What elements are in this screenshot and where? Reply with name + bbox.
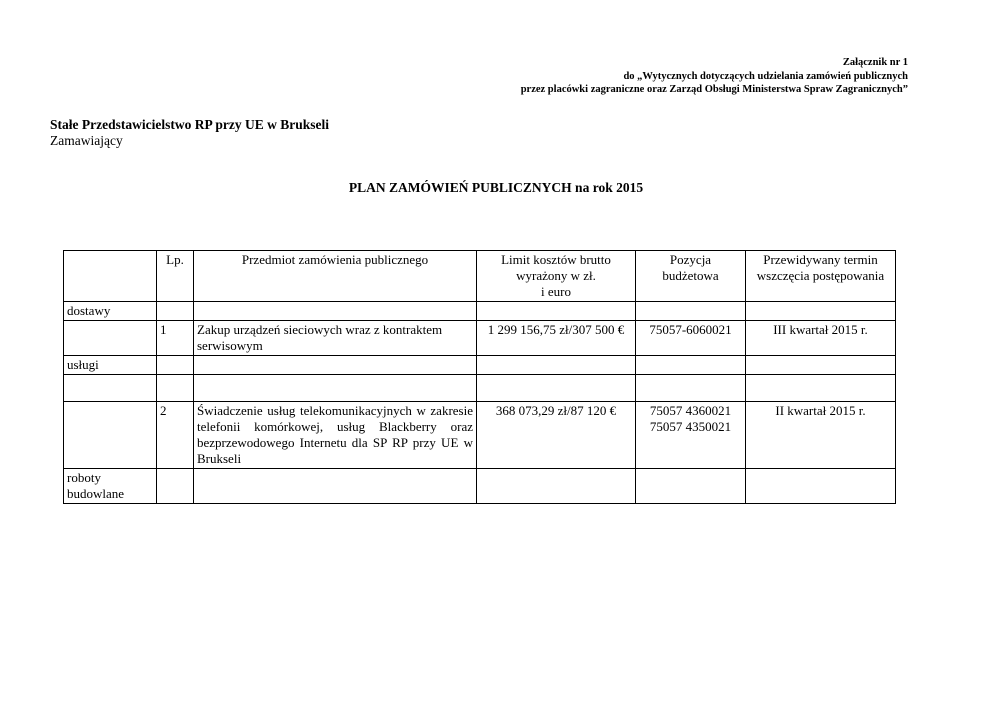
table-row (64, 375, 896, 402)
orderer-role: Zamawiający (50, 132, 123, 148)
category-works-line-1: roboty (67, 470, 101, 485)
empty-cell (746, 356, 896, 375)
row-2-budget (636, 402, 746, 469)
header-limit (477, 251, 636, 302)
empty-cell (636, 356, 746, 375)
empty-cell (157, 302, 194, 321)
header-category-cell (64, 251, 157, 302)
header-budget (636, 251, 746, 302)
empty-cell (194, 356, 477, 375)
header-budget-line-2: budżetowa (662, 268, 719, 283)
annex-line-1: Załącznik nr 1 (842, 57, 908, 68)
table-header-row (64, 251, 896, 302)
header-limit-line-3: i euro (541, 284, 571, 299)
empty-cell (477, 375, 636, 402)
header-term-line-1: Przewidywany termin (763, 252, 878, 267)
category-works (64, 469, 157, 504)
category-supplies: dostawy (64, 302, 157, 321)
orderer-block (50, 117, 329, 148)
empty-cell (746, 302, 896, 321)
empty-cell (64, 402, 157, 469)
row-2-lp: 2 (157, 402, 194, 469)
empty-cell (194, 469, 477, 504)
header-term-line-2: wszczęcia postępowania (756, 268, 885, 283)
table-row (64, 302, 896, 321)
empty-cell (477, 356, 636, 375)
header-subject: Przedmiot zamówienia publicznego (194, 251, 477, 302)
header-lp: Lp. (157, 251, 194, 302)
row-2-limit: 368 073,29 zł/87 120 € (477, 402, 636, 469)
annex-header (521, 56, 908, 97)
row-2-term: II kwartał 2015 r. (746, 402, 896, 469)
row-2-budget-line-1: 75057 4360021 (649, 403, 732, 418)
table-row (64, 402, 896, 469)
orderer-name: Stałe Przedstawicielstwo RP przy UE w Brukseli (50, 117, 329, 132)
header-budget-line-1: Pozycja (669, 252, 712, 267)
table-row (64, 469, 896, 504)
row-1-limit: 1 299 156,75 zł/307 500 € (477, 321, 636, 356)
category-works-line-2: budowlane (67, 486, 125, 501)
empty-cell (636, 469, 746, 504)
row-1-term: III kwartał 2015 r. (746, 321, 896, 356)
empty-cell (64, 321, 157, 356)
empty-cell (636, 375, 746, 402)
row-1-budget: 75057-6060021 (636, 321, 746, 356)
empty-cell (157, 356, 194, 375)
page-title: PLAN ZAMÓWIEŃ PUBLICZNYCH na rok 2015 (348, 180, 644, 195)
header-limit-line-2: wyrażony w zł. (516, 268, 596, 283)
empty-cell (636, 302, 746, 321)
empty-cell (477, 302, 636, 321)
header-term (746, 251, 896, 302)
category-services: usługi (64, 356, 157, 375)
empty-cell (194, 302, 477, 321)
table-row (64, 356, 896, 375)
row-2-subject: Świadczenie usług telekomunikacyjnych w zakresie telefonii komórkowej, usług Blackberry oraz bezprzewodowego Internetu dla SP RP przy UE w Brukseli (194, 402, 477, 469)
row-2-budget-line-2: 75057 4350021 (649, 419, 732, 434)
empty-cell (746, 375, 896, 402)
empty-cell (746, 469, 896, 504)
row-1-lp: 1 (157, 321, 194, 356)
annex-line-3: przez placówki zagraniczne oraz Zarząd Obsługi Ministerstwa Spraw Zagranicznych” (520, 84, 908, 95)
row-1-subject: Zakup urządzeń sieciowych wraz z kontraktem serwisowym (194, 321, 477, 356)
table-row (64, 321, 896, 356)
header-limit-line-1: Limit kosztów brutto (501, 252, 611, 267)
empty-cell (157, 469, 194, 504)
annex-line-2: do „Wytycznych dotyczących udzielania zamówień publicznych (623, 70, 908, 82)
procurement-plan-table (63, 250, 896, 504)
empty-cell (194, 375, 477, 402)
empty-cell (157, 375, 194, 402)
empty-cell (64, 375, 157, 402)
empty-cell (477, 469, 636, 504)
